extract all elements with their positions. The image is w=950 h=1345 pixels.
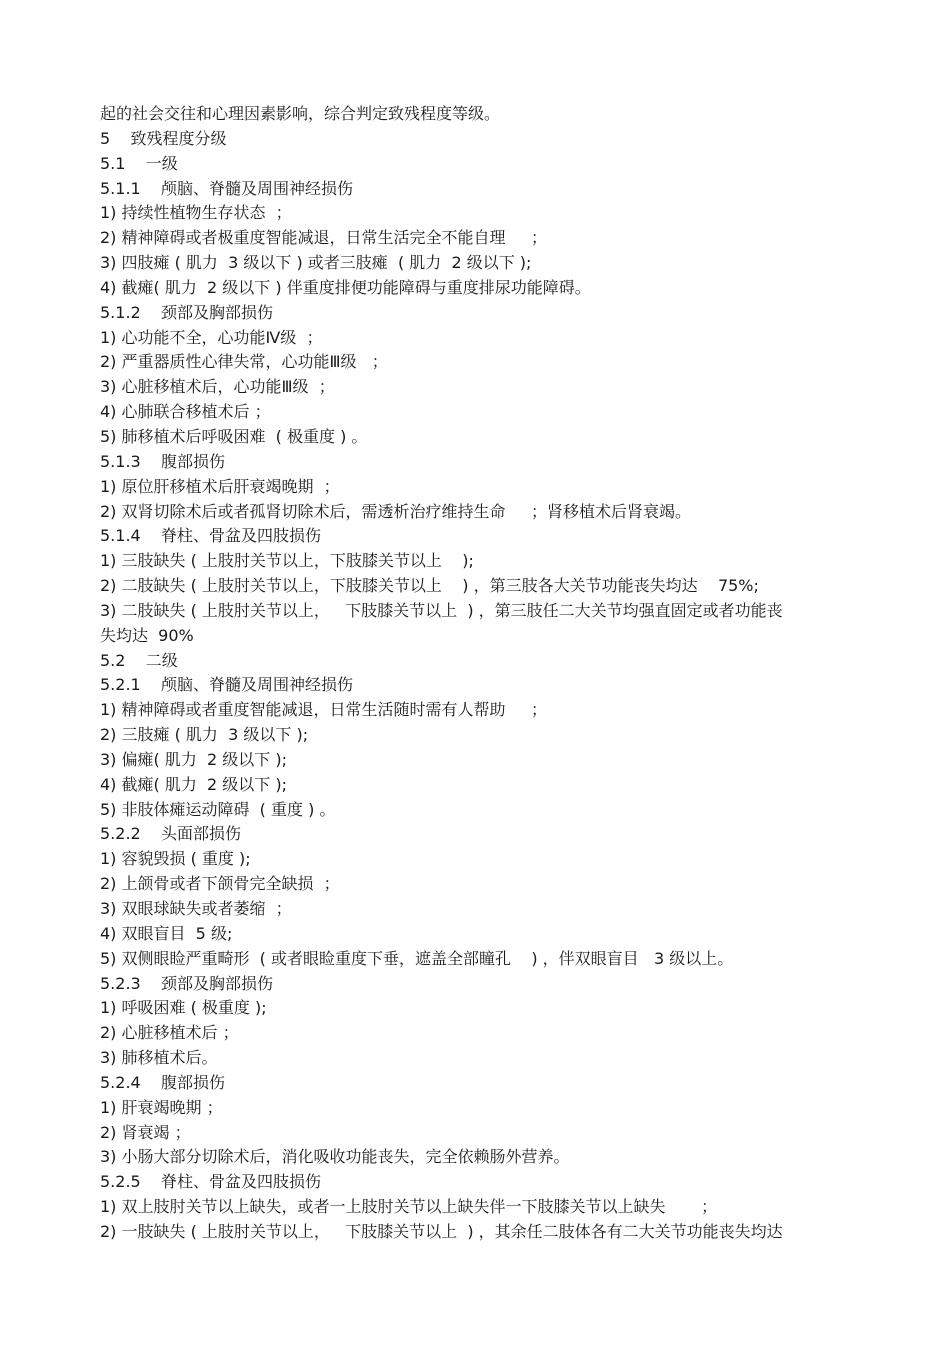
- text-line: 2) 心脏移植术后 ；: [100, 1023, 239, 1043]
- text-line: 5) 肺移植术后呼吸困难 ( 极重度 ) 。: [100, 426, 368, 446]
- text-line: 5.2.1 颅脑、脊髓及周围神经损伤: [100, 675, 354, 695]
- text-line: 3) 四肢瘫 ( 肌力 3 级以下 ) 或者三肢瘫 ( 肌力 2 级以下 );: [100, 253, 532, 273]
- text-line: 4) 截瘫( 肌力 2 级以下 ) 伴重度排便功能障碍与重度排尿功能障碍。: [100, 277, 591, 297]
- text-line: 2) 严重器质性心律失常，心功能Ⅲ级 ；: [100, 352, 388, 372]
- text-line: 2) 上颌骨或者下颌骨完全缺损 ；: [100, 874, 340, 894]
- text-line: 5 致残程度分级: [100, 128, 227, 148]
- text-line: 起的社会交往和心理因素影响，综合判定致残程度等级。: [100, 104, 501, 123]
- text-line: 2) 二肢缺失 ( 上肢肘关节以上，下肢膝关节以上 ) ，第三肢各大关节功能丧失均达 75%;: [100, 576, 759, 596]
- document-body: [100, 102, 900, 1245]
- text-line: 3) 心脏移植术后，心功能Ⅲ级 ；: [100, 377, 335, 397]
- text-line: 5.1.1 颅脑、脊髓及周围神经损伤: [100, 178, 354, 198]
- text-line: 5.2.2 头面部损伤: [100, 824, 242, 844]
- text-line: 1) 容貌毁损 ( 重度 );: [100, 849, 251, 869]
- text-line: 5.2.5 脊柱、骨盆及四肢损伤: [100, 1172, 322, 1192]
- text-line: 5.1.2 颈部及胸部损伤: [100, 302, 274, 322]
- text-line: 1) 精神障碍或者重度智能减退，日常生活随时需有人帮助 ；: [100, 700, 547, 720]
- text-line: 1) 原位肝移植术后肝衰竭晚期 ；: [100, 476, 340, 496]
- text-line: 4) 截瘫( 肌力 2 级以下 );: [100, 774, 287, 794]
- text-line: 3) 双眼球缺失或者萎缩 ；: [100, 899, 292, 918]
- text-line: 5.2.4 腹部损伤: [100, 1072, 226, 1092]
- text-line: 5.2 二级: [100, 650, 178, 670]
- text-line: 2) 三肢瘫 ( 肌力 3 级以下 );: [100, 725, 309, 745]
- text-line: 1) 肝衰竭晚期 ；: [100, 1097, 223, 1117]
- text-line: 2) 一肢缺失 ( 上肢肘关节以上， 下肢膝关节以上 ) ，其余任二肢体各有二大关节功能丧失均达: [100, 1221, 783, 1241]
- text-line: 5.1 一级: [100, 153, 178, 173]
- text-line: 1) 双上肢肘关节以上缺失，或者一上肢肘关节以上缺失伴一下肢膝关节以上缺失 ；: [100, 1197, 718, 1217]
- text-line: 1) 持续性植物生存状态 ；: [100, 203, 292, 223]
- text-line: 3) 二肢缺失 ( 上肢肘关节以上， 下肢膝关节以上 ) ，第三肢任二大关节均强直固定或者功能丧: [100, 600, 783, 620]
- text-line: 2) 双肾切除术后或者孤肾切除术后，需透析治疗维持生命 ；肾移植术后肾衰竭。: [100, 501, 691, 521]
- text-line: 5.2.3 颈部及胸部损伤: [100, 973, 274, 993]
- text-line: 4) 双眼盲目 5 级;: [100, 923, 233, 943]
- text-line: 5) 非肢体瘫运动障碍 ( 重度 ) 。: [100, 799, 336, 819]
- text-line: 1) 呼吸困难 ( 极重度 );: [100, 998, 267, 1018]
- text-line: 3) 小肠大部分切除术后，消化吸收功能丧失，完全依赖肠外营养。: [100, 1147, 570, 1167]
- text-line: 5) 双侧眼睑严重畸形 ( 或者眼睑重度下垂，遮盖全部瞳孔 ) ，伴双眼盲目 3 级以上。: [100, 948, 734, 968]
- text-line: 2) 肾衰竭 ；: [100, 1122, 191, 1142]
- text-line: 4) 心肺联合移植术后 ；: [100, 402, 271, 422]
- text-line: 3) 肺移植术后。: [100, 1048, 218, 1068]
- text-line: 1) 心功能不全，心功能Ⅳ级 ；: [100, 327, 323, 347]
- text-line: 5.1.3 腹部损伤: [100, 451, 226, 471]
- text-line: 2) 精神障碍或者极重度智能减退，日常生活完全不能自理 ；: [100, 228, 547, 248]
- text-line: 5.1.4 脊柱、骨盆及四肢损伤: [100, 526, 322, 546]
- text-line: 失均达 90%: [100, 625, 194, 645]
- text-line: 3) 偏瘫( 肌力 2 级以下 );: [100, 749, 287, 769]
- text-line: 1) 三肢缺失 ( 上肢肘关节以上，下肢膝关节以上 );: [100, 551, 474, 571]
